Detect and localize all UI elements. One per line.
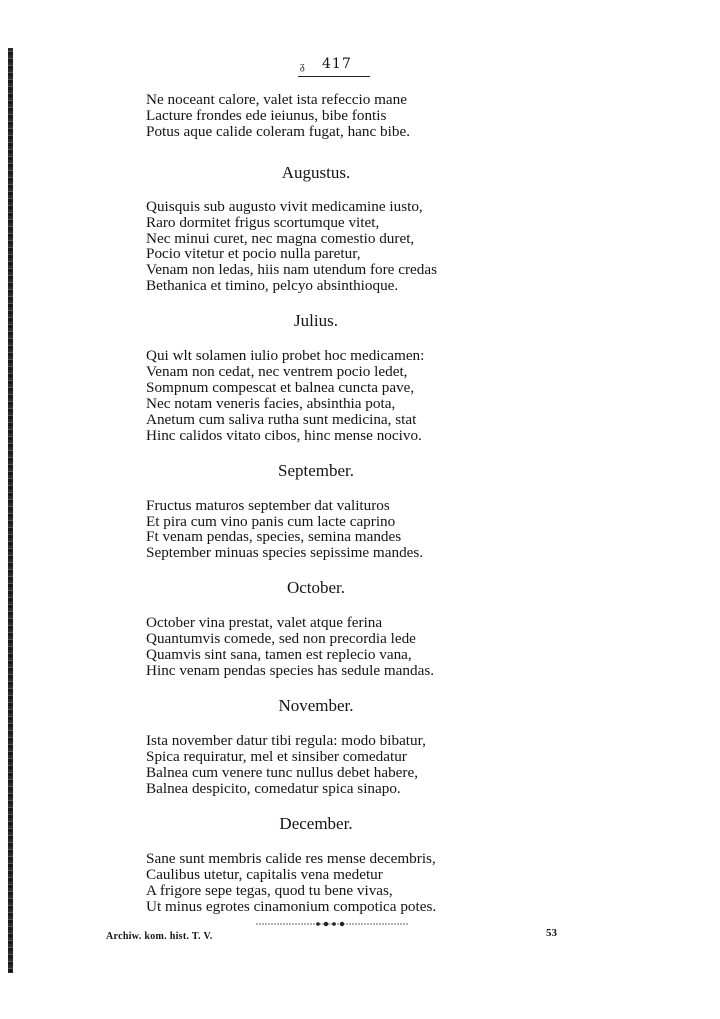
verse-line: Sane sunt membris calide res mense decembris,: [146, 850, 436, 868]
page-number: 417: [322, 56, 352, 72]
page-body: [146, 92, 496, 915]
verse-line: Caulibus utetur, capitalis vena medetur: [146, 866, 383, 884]
footer-series-label: Archiw. kom. hist. T. V.: [106, 931, 213, 942]
verse-line: Balnea cum venere tunc nullus debet habere,: [146, 763, 418, 781]
page-header: [298, 56, 370, 77]
verse-line: Spica requiratur, mel et sinsiber comedatur: [146, 747, 407, 765]
verse-line: Hinc calidos vitato cibos, hinc mense nocivo.: [146, 426, 422, 444]
verse-line: Qui wlt solamen iulio probet hoc medicamen:: [146, 347, 425, 365]
section-heading: September.: [277, 460, 354, 480]
verse-line: Ut minus egrotes cinamonium compotica potes.: [146, 898, 437, 916]
section-december: [146, 814, 496, 915]
section-heading: November.: [278, 695, 354, 715]
page-mark: ᵹ: [300, 61, 305, 72]
section-september: [146, 461, 496, 562]
verse-line: A frigore sepe tegas, quod tu bene vivas,: [146, 882, 393, 900]
section-intro: [146, 92, 496, 140]
section-heading: Augustus.: [281, 162, 351, 182]
verse-line: Et pira cum vino panis cum lacte caprino: [146, 512, 396, 530]
section-october: [146, 578, 496, 679]
verse-line: Fructus maturos september dat valituros: [146, 496, 390, 514]
verse-line: Ista november datur tibi regula: modo bibatur,: [146, 731, 426, 749]
section-heading: Julius.: [294, 311, 338, 331]
section-november: [146, 696, 496, 797]
verse-line: Quantumvis comede, sed non precordia lede: [146, 630, 416, 648]
verse-line: Potus aque calide coleram fugat, hanc bibe.: [146, 122, 410, 140]
section-augustus: [146, 163, 496, 294]
verse-line: Pocio vitetur et pocio nulla paretur,: [146, 245, 361, 263]
ornamental-rule: [256, 921, 408, 927]
verse-line: Anetum cum saliva rutha sunt medicina, stat: [146, 410, 417, 428]
verse-line: Venam non cedat, nec ventrem pocio ledet,: [146, 363, 408, 381]
verse-line: Nec notam veneris facies, absinthia pota,: [146, 394, 396, 412]
verse-line: Hinc venam pendas species has sedule mandas.: [146, 661, 435, 679]
verse-line: Ne noceant calore, valet ista refeccio mane: [146, 91, 407, 108]
verse-line: Nec minui curet, nec magna comestio duret,: [146, 229, 415, 247]
verse-line: Lacture frondes ede ieiunus, bibe fontis: [146, 106, 387, 124]
verse-line: Venam non ledas, hiis nam utendum fore credas: [146, 261, 438, 279]
section-julius: [146, 311, 496, 443]
verse-line: September minuas species sepissime mandes.: [146, 544, 424, 562]
section-heading: December.: [279, 814, 353, 834]
footer-signature-number: 53: [546, 927, 557, 939]
verse-line: Bethanica et timino, pelcyo absinthioque.: [146, 277, 399, 295]
verse-line: Raro dormitet frigus scortumque vitet,: [146, 213, 380, 231]
verse-line: Balnea despicito, comedatur spica sinapo.: [146, 779, 401, 797]
verse-line: Sompnum compescat et balnea cuncta pave,: [146, 378, 415, 396]
verse-line: Ft venam pendas, species, semina mandes: [146, 528, 402, 546]
section-heading: October.: [286, 578, 346, 598]
verse-line: Quamvis sint sana, tamen est replecio vana,: [146, 646, 412, 664]
verse-line: Quisquis sub augusto vivit medicamine iusto,: [146, 197, 423, 215]
verse-line: October vina prestat, valet atque ferina: [146, 614, 383, 632]
scan-binding-edge: [8, 48, 13, 973]
